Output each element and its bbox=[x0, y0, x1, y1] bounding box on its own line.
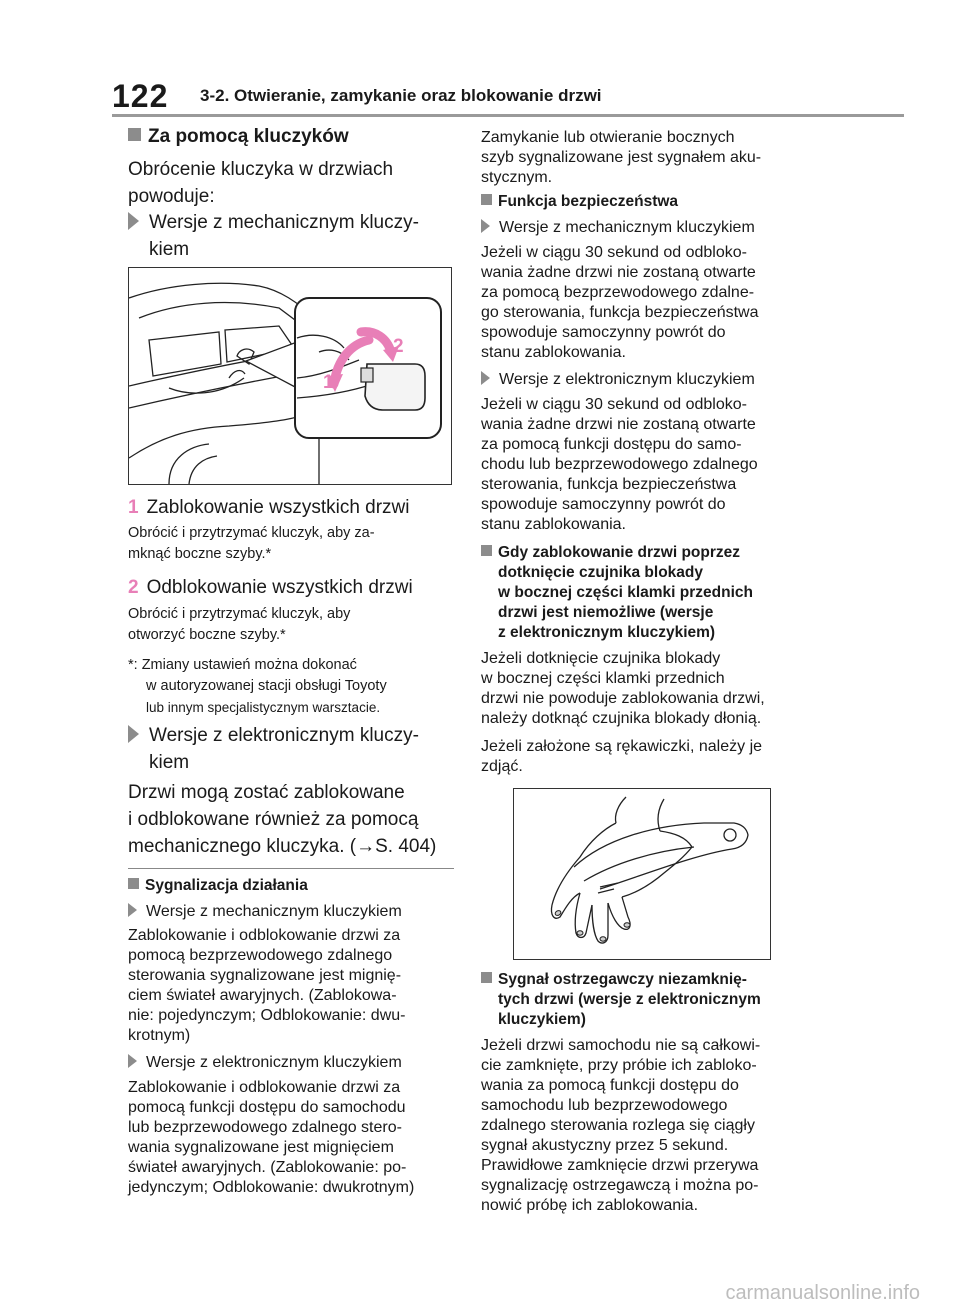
text-line: w autoryzowanej stacji obsługi Toyoty bbox=[146, 678, 387, 694]
safety-paragraph-2 bbox=[481, 395, 758, 535]
text-line: dotknięcie czujnika blokady bbox=[498, 564, 704, 581]
text-line: sterowania sygnalizowane jest mignię- bbox=[128, 967, 402, 984]
text-line: Obrócenie kluczyka w drzwiach bbox=[128, 159, 394, 180]
lock-sensor-paragraph-2 bbox=[481, 737, 762, 777]
section-title-text: Funkcja bezpieczeństwa bbox=[498, 193, 679, 210]
text-line: lub bezprzewodowego zdalnego stero- bbox=[128, 1119, 402, 1136]
safety-subheading-mechanical bbox=[481, 218, 755, 238]
item-1-description bbox=[128, 523, 375, 565]
safety-paragraph-1 bbox=[481, 243, 759, 363]
text-line: Drzwi mogą zostać zablokowane bbox=[128, 782, 405, 803]
text-line: powoduje: bbox=[128, 186, 215, 207]
text-line: sygnał akustyczny przez 5 sekund. bbox=[481, 1137, 729, 1154]
text-line: nowić próbę ich zablokowania. bbox=[481, 1197, 699, 1214]
warning-paragraph bbox=[481, 1036, 760, 1216]
safety-subheading-electronic bbox=[481, 370, 755, 390]
triangle-bullet-icon bbox=[128, 725, 139, 743]
signal-subheading-mechanical bbox=[128, 902, 402, 922]
intro-paragraph bbox=[128, 156, 393, 210]
text-line: kluczykiem) bbox=[498, 1011, 586, 1028]
signal-subheading-electronic bbox=[128, 1053, 402, 1073]
item-title-text: Odblokowanie wszystkich drzwi bbox=[146, 577, 413, 598]
item-number: 1 bbox=[128, 497, 139, 518]
watermark: carmanualsonline.info bbox=[725, 1282, 920, 1304]
text-line: *: Zmiany ustawień można dokonać bbox=[128, 657, 357, 673]
text-line: za pomocą bezprzewodowego zdalne- bbox=[481, 284, 755, 301]
text-line: ciem świateł awaryjnych. (Zablokowa- bbox=[128, 987, 397, 1004]
figure-car-door-key bbox=[128, 267, 452, 485]
header-rule bbox=[112, 114, 904, 117]
window-signal-paragraph bbox=[481, 128, 761, 188]
text-line: lub innym specjalistycznym warsztacie. bbox=[146, 700, 381, 715]
text-line: go sterowania, funkcja bezpieczeństwa bbox=[481, 304, 759, 321]
text-line: i odblokowane również za pomocą bbox=[128, 809, 419, 830]
text-line: z elektronicznym kluczykiem) bbox=[498, 624, 716, 641]
figure-label-2: 2 bbox=[393, 336, 404, 357]
subheading-text: Wersje z mechanicznym kluczykiem bbox=[146, 903, 402, 920]
text-line: wania żadne drzwi nie zostaną otwarte bbox=[481, 264, 756, 281]
item-2-description bbox=[128, 604, 350, 646]
square-bullet-icon bbox=[481, 972, 492, 983]
subheading-text: Wersje z mechanicznym kluczykiem bbox=[499, 219, 755, 236]
page-number: 122 bbox=[112, 78, 169, 114]
text-line: drzwi nie powoduje zablokowania drzwi, bbox=[481, 690, 765, 707]
text-line: Obrócić i przytrzymać kluczyk, aby za- bbox=[128, 525, 375, 541]
text-line: wania żadne drzwi nie zostaną otwarte bbox=[481, 416, 756, 433]
text-line: szyb sygnalizowane jest sygnałem aku- bbox=[481, 149, 762, 166]
item-number: 2 bbox=[128, 577, 139, 598]
triangle-bullet-icon bbox=[128, 1054, 137, 1068]
subheading-electronic bbox=[128, 722, 419, 776]
text-line: świateł awaryjnych. (Zablokowanie: po- bbox=[128, 1159, 407, 1176]
text-line: Jeżeli w ciągu 30 sekund od odbloko- bbox=[481, 244, 747, 261]
text-line: spowoduje samoczynny powrót do bbox=[481, 496, 726, 513]
text-line: otworzyć boczne szyby.* bbox=[128, 627, 286, 643]
text-line: sterowania, funkcja bezpieczeństwa bbox=[481, 476, 737, 493]
signal-paragraph-2 bbox=[128, 1078, 414, 1198]
text-line: spowoduje samoczynny powrót do bbox=[481, 324, 726, 341]
text-line: drzwi jest niemożliwe (wersje bbox=[498, 604, 714, 621]
triangle-bullet-icon bbox=[128, 903, 137, 917]
mechanical-key-paragraph bbox=[128, 779, 436, 860]
item-title-text: Zablokowanie wszystkich drzwi bbox=[146, 497, 410, 518]
square-bullet-icon bbox=[481, 194, 492, 205]
text-line: samochodu lub bezprzewodowego bbox=[481, 1097, 728, 1114]
safety-section-title bbox=[481, 192, 678, 212]
text-line: cie zamknięte, przy próbie ich zabloko- bbox=[481, 1057, 757, 1074]
text-line: stanu zablokowania. bbox=[481, 344, 626, 361]
text-line: należy dotknąć czujnika blokady dłonią. bbox=[481, 710, 762, 727]
figure-label-1: 1 bbox=[323, 372, 334, 393]
figure-hand-door-handle bbox=[513, 788, 771, 960]
triangle-bullet-icon bbox=[481, 219, 490, 233]
triangle-bullet-icon bbox=[481, 371, 490, 385]
text-line: wania sygnalizowane jest mignięciem bbox=[128, 1139, 394, 1156]
text-line: jedynczym; Odblokowanie: dwukrotnym) bbox=[128, 1179, 415, 1196]
text-line: wania za pomocą funkcji dostępu do bbox=[481, 1077, 739, 1094]
lock-sensor-paragraph-1 bbox=[481, 649, 765, 729]
page-reference-link[interactable]: mechanicznego kluczyka. (→S. 404) bbox=[128, 836, 437, 857]
subheading-text: Wersje z elektronicznym kluczykiem bbox=[146, 1054, 402, 1071]
text-line: Obrócić i przytrzymać kluczyk, aby bbox=[128, 606, 351, 622]
signal-paragraph-1 bbox=[128, 926, 405, 1046]
text-line: Zablokowanie i odblokowanie drzwi za bbox=[128, 1079, 401, 1096]
text-line: pomocą funkcji dostępu do samochodu bbox=[128, 1099, 406, 1116]
text-line: kiem bbox=[149, 752, 190, 773]
text-line: Sygnał ostrzegawczy niezamknię- bbox=[498, 971, 747, 988]
item-2-title bbox=[128, 574, 413, 601]
text-line: w bocznej części klamki przednich bbox=[498, 584, 753, 601]
section-title-text: Sygnalizacja działania bbox=[145, 877, 308, 894]
text-line: stycznym. bbox=[481, 169, 553, 186]
chapter-title: 3-2. Otwieranie, zamykanie oraz blokowanie drzwi bbox=[200, 86, 602, 105]
item-1-title bbox=[128, 494, 410, 521]
text-line: za pomocą funkcji dostępu do samo- bbox=[481, 436, 742, 453]
text-line: pomocą bezprzewodowego zdalnego bbox=[128, 947, 393, 964]
text-line: tych drzwi (wersje z elektronicznym bbox=[498, 991, 761, 1008]
text-line: Wersje z elektronicznym kluczy- bbox=[149, 725, 419, 746]
text-line: chodu lub bezprzewodowego zdalnego bbox=[481, 456, 758, 473]
car-door-illustration bbox=[129, 268, 451, 484]
square-bullet-icon bbox=[481, 545, 492, 556]
text-line: stanu zablokowania. bbox=[481, 516, 626, 533]
subheading-mechanical bbox=[128, 209, 419, 263]
square-bullet-icon bbox=[128, 878, 139, 889]
hand-on-handle-illustration bbox=[514, 789, 770, 959]
text-line: nie: pojedynczym; Odblokowanie: dwu- bbox=[128, 1007, 406, 1024]
text-line: sygnalizację ostrzegawczą i można po- bbox=[481, 1177, 759, 1194]
section-title-text: Za pomocą kluczyków bbox=[148, 126, 349, 147]
text-line: kiem bbox=[149, 239, 190, 260]
text-line: Jeżeli założone są rękawiczki, należy je bbox=[481, 738, 763, 755]
square-bullet-icon bbox=[128, 128, 141, 141]
section-title-keys bbox=[128, 126, 349, 148]
warning-section-title bbox=[481, 970, 761, 1030]
section-divider bbox=[128, 868, 454, 869]
text-line: Jeżeli w ciągu 30 sekund od odbloko- bbox=[481, 396, 747, 413]
text-line: Jeżeli dotknięcie czujnika blokady bbox=[481, 650, 721, 667]
text-line: Jeżeli drzwi samochodu nie są całkowi- bbox=[481, 1037, 761, 1054]
text-line: Zablokowanie i odblokowanie drzwi za bbox=[128, 927, 401, 944]
signal-section-title bbox=[128, 876, 308, 896]
text-line: Prawidłowe zamknięcie drzwi przerywa bbox=[481, 1157, 759, 1174]
text-line: zdalnego sterowania rozlega się ciągły bbox=[481, 1117, 755, 1134]
text-line: w bocznej części klamki przednich bbox=[481, 670, 725, 687]
text-line: Zamykanie lub otwieranie bocznych bbox=[481, 129, 735, 146]
triangle-bullet-icon bbox=[128, 212, 139, 230]
text-line: mknąć boczne szyby.* bbox=[128, 546, 272, 562]
text-line: Gdy zablokowanie drzwi poprzez bbox=[498, 544, 741, 561]
text-line: zdjąć. bbox=[481, 758, 523, 775]
subheading-text: Wersje z elektronicznym kluczykiem bbox=[499, 371, 755, 388]
lock-sensor-section-title bbox=[481, 543, 753, 643]
footnote bbox=[128, 655, 387, 718]
text-line: krotnym) bbox=[128, 1027, 191, 1044]
text-line: Wersje z mechanicznym kluczy- bbox=[149, 212, 419, 233]
